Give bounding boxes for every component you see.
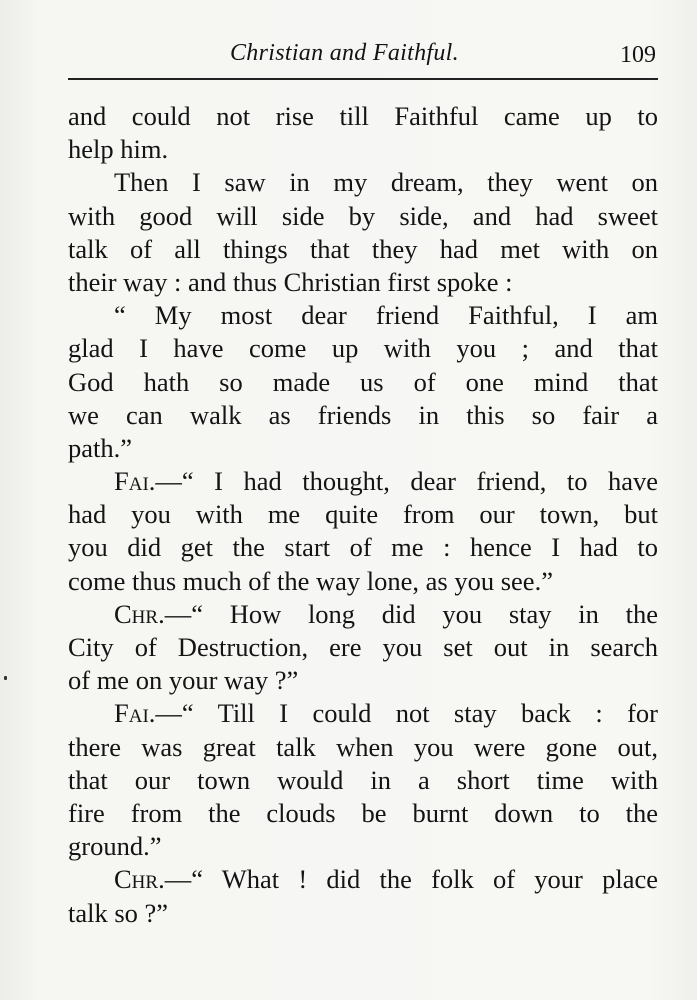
running-title: Christian and Faithful. bbox=[230, 40, 459, 66]
text-line: Chr.—“ How long did you stay in the bbox=[114, 598, 658, 629]
speaker-label: Fai. bbox=[114, 466, 156, 497]
page-number: 109 bbox=[620, 42, 656, 68]
text-line: glad I have come up with you ; and that bbox=[68, 333, 658, 364]
text-line: Then I saw in my dream, they went on bbox=[114, 167, 658, 198]
text-line: Fai.—“ Till I could not stay back : for bbox=[114, 698, 658, 729]
text-line: Chr.—“ What ! did the folk of your place bbox=[114, 864, 658, 895]
text-line: there was great talk when you were gone out, bbox=[68, 731, 658, 762]
text-line: their way : and thus Christian first spoke : bbox=[68, 266, 513, 297]
text-line: help him. bbox=[68, 134, 169, 165]
text-line: path.” bbox=[68, 432, 133, 463]
body-text bbox=[68, 100, 658, 930]
text-line: with good will side by side, and had sweet bbox=[68, 200, 658, 231]
text-line: we can walk as friends in this so fair a bbox=[68, 399, 658, 430]
text-line: and could not rise till Faithful came up to bbox=[68, 101, 658, 131]
text-line: talk so ?” bbox=[68, 897, 169, 928]
text-line: that our town would in a short time with bbox=[68, 764, 658, 795]
page-header bbox=[68, 38, 658, 82]
text-line: fire from the clouds be burnt down to the bbox=[68, 797, 658, 828]
text-line: come thus much of the way lone, as you see.” bbox=[68, 565, 553, 596]
speaker-label: Chr. bbox=[114, 598, 165, 629]
header-rule bbox=[68, 78, 658, 80]
text-line: talk of all things that they had met with on bbox=[68, 233, 658, 264]
text-line: had you with me quite from our town, but bbox=[68, 499, 658, 530]
text-line: Fai.—“ I had thought, dear friend, to have bbox=[114, 466, 658, 497]
ink-speck bbox=[4, 676, 7, 680]
text-line: God hath so made us of one mind that bbox=[68, 366, 658, 397]
speaker-label: Fai. bbox=[114, 698, 156, 729]
text-line: you did get the start of me : hence I had to bbox=[68, 532, 658, 563]
text-line: of me on your way ?” bbox=[68, 665, 299, 696]
text-line: City of Destruction, ere you set out in search bbox=[68, 632, 658, 662]
text-line: ground.” bbox=[68, 831, 162, 862]
speaker-label: Chr. bbox=[114, 864, 165, 895]
text-line: “ My most dear friend Faithful, I am bbox=[114, 300, 658, 331]
